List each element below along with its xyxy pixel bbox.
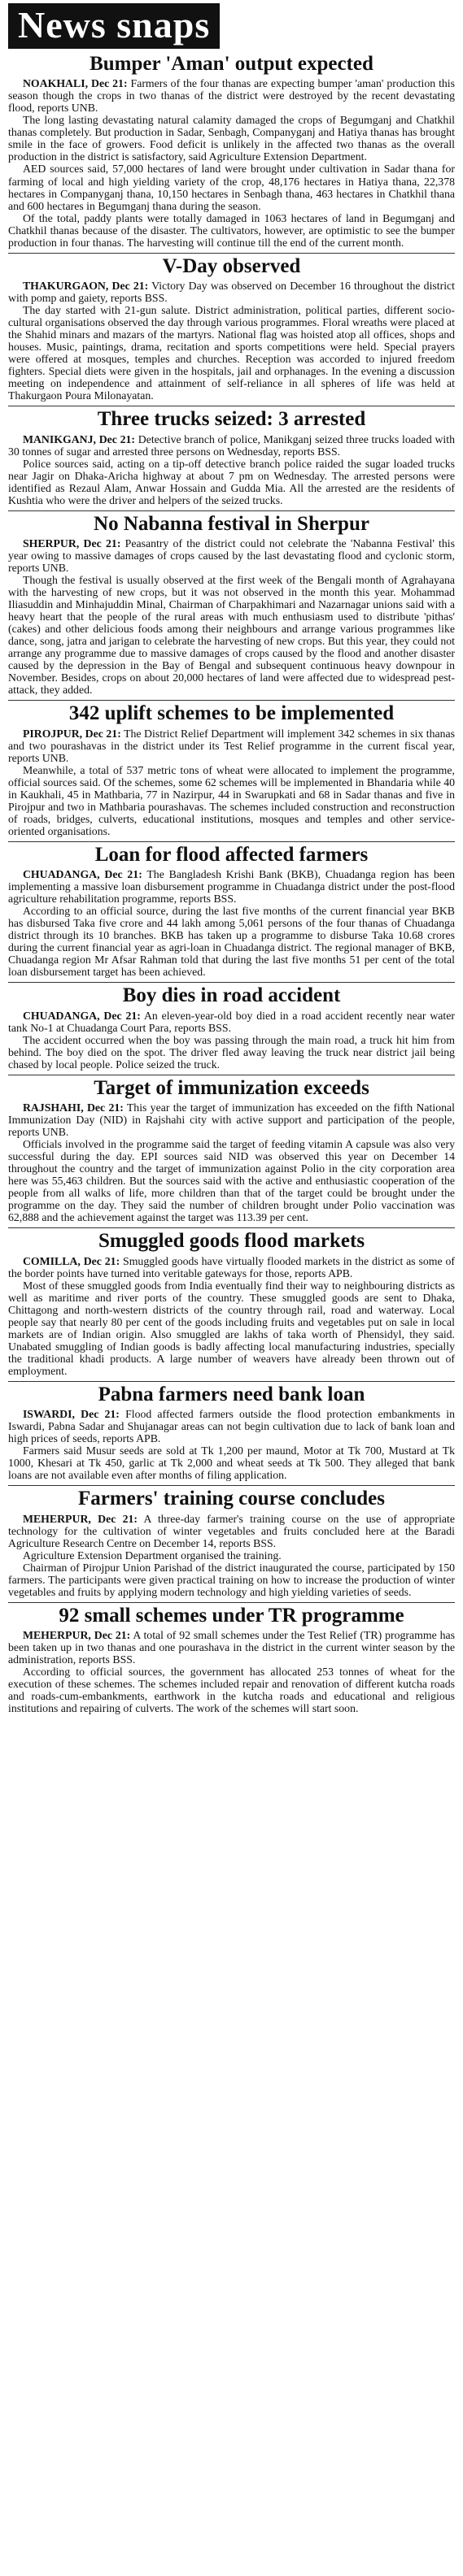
- news-article: [8, 700, 455, 837]
- news-article: [8, 406, 455, 506]
- article-divider: [8, 1602, 455, 1603]
- article-dateline: SHERPUR, Dec 21:: [22, 536, 121, 550]
- article-dateline: MEHERPUR, Dec 21:: [22, 1512, 138, 1525]
- article-divider: [8, 1227, 455, 1228]
- article-dateline: NOAKHALI, Dec 21:: [22, 77, 128, 90]
- article-paragraph-text: AED sources said, 57,000 hectares of land were brought under cultivation in Sadar thana for farming of local and high yielding variety of the crop, 48,176 hectares in Hatiya thana, 22,378 hectares in Companyganj thana, 10,150 hectares in Senbagh thana, 463 hectares in Chatkhil thana and 600 hectares in Begumganj thana during the season.: [8, 163, 455, 212]
- article-paragraph: [8, 1562, 455, 1598]
- article-paragraph: [8, 1010, 455, 1034]
- article-headline: Farmers' training course concludes: [77, 1488, 386, 1510]
- article-paragraph: [8, 163, 455, 211]
- article-paragraph: [8, 1255, 455, 1279]
- article-paragraph-text: Meanwhile, a total of 537 metric tons of wheat were allocated to implement the programme, official sources said. Of the schemes, some 62 schemes will be implemented in Bhandaria while 40 in Kaukhali, 45 in Mathbaria, 77 in Nazirpur, 44 in Swarupkati and 68 in Sadar thanas and five in Pirojpur and two in Mathbaria pourashavas. The schemes included construction and reconstruction of roads, bridges, culverts, educational institutions, mosques and temples and other service-oriented organisations.: [8, 763, 455, 837]
- news-article: [8, 1227, 455, 1377]
- article-divider: [8, 700, 455, 701]
- article-paragraph-text: According to official sources, the government has allocated 253 tonnes of wheat for the execution of these schemes. The schemes included repair and renovation of different kutcha roads and roads-cum-embankments, earthwork in the kutcha roads and educational and religious institutions and repairing of culverts. The work of the schemes will start soon.: [8, 1666, 455, 1715]
- news-article: [8, 253, 455, 402]
- article-paragraph-text: Of the total, paddy plants were totally damaged in 1063 hectares of land in Begumganj and Chatkhil thanas because of the disaster. The cultivators, however, are optimistic to see the bumper production in four thanas. The harvesting will continue till the end of the current month.: [8, 211, 455, 249]
- news-article: [8, 1602, 455, 1714]
- article-paragraph: [8, 868, 455, 905]
- article-paragraph: [8, 1408, 455, 1444]
- article-paragraph: [8, 1034, 455, 1071]
- article-headline: 92 small schemes under TR programme: [59, 1604, 404, 1627]
- article-paragraph-text: The long lasting devastating natural calamity damaged the crops of Begumganj and Chatkhil thanas completely. But production in Sadar, Senbagh, Companyganj and Hatiya thanas has brought smile in the face of growers. Food deficit is unlikely in the affected two thanas as the overall production in the district is satisfactory, said Agriculture Extension Department.: [8, 114, 455, 163]
- article-paragraph: [8, 212, 455, 249]
- article-paragraph: [8, 537, 455, 574]
- article-paragraph: [8, 574, 455, 696]
- article-dateline: CHUADANGA, Dec 21:: [22, 868, 142, 881]
- article-paragraph-text: Police sources said, acting on a tip-off detective branch police raided the sugar loaded trucks near Jagir on Dhaka-Aricha highway at about 7 pm on Wednesday. The arrested persons were identified as Rezaul Alam, Anwar Hossain and Gudda Mia. All the arrested are the residents of Kushtia who were the driver and helpers of the seized trucks.: [8, 457, 455, 506]
- article-paragraph-text: The Bangladesh Krishi Bank (BKB), Chuadanga region has been implementing a massive loan disbursement programme in Chuadanga district under the post-flood agriculture rehabilitation programme, reports BSS.: [8, 868, 455, 906]
- article-headline: Smuggled goods flood markets: [98, 1230, 365, 1253]
- article-headline: Pabna farmers need bank loan: [98, 1383, 365, 1405]
- article-paragraph-text: Farmers said Musur seeds are sold at Tk 1,200 per maund, Motor at Tk 700, Mustard at Tk 1000, Khesari at Tk 450, garlic at Tk 2,000 and wheat seeds at Tk 500. They alleged that bank loans are not available even after months of filing application.: [8, 1444, 455, 1482]
- article-paragraph-text: The District Relief Department will implement 342 schemes in six thanas and two pourashavas in the district under its Test Relief programme in the current fiscal year, reports UNB.: [8, 727, 455, 764]
- article-paragraph: [8, 433, 455, 458]
- article-paragraph-text: According to an official source, during the last five months of the current financial year BKB has disbursed Taka five crore and 44 lakh among 5,061 persons of the four thanas of Chuadanga district through its 10 branches. BKB has taken up a programme to disburse Taka 10.68 crores during the current financial year as agri-loan in Chuadanga district. The regional manager of BKB, Chuadanga region Mr Afsar Rahman told that during the last five months 51 per cent of the total loan disbursement target has been achieved.: [8, 905, 455, 979]
- article-paragraph-text: Detective branch of police, Manikganj seized three trucks loaded with 30 tonnes of sugar and arrested three persons on Wednesday, reports BSS.: [8, 432, 455, 458]
- article-paragraph: [8, 1279, 455, 1377]
- article-dateline: MEHERPUR, Dec 21:: [22, 1629, 131, 1642]
- article-headline: Three trucks seized: 3 arrested: [97, 408, 366, 431]
- news-article: [8, 982, 455, 1070]
- article-divider: [8, 1485, 455, 1486]
- article-paragraph-text: Victory Day was observed on December 16 throughout the district with pomp and gaiety, reports BSS.: [8, 279, 456, 304]
- article-paragraph: [8, 905, 455, 978]
- news-article: [8, 1381, 455, 1481]
- article-dateline: THAKURGAON, Dec 21:: [22, 279, 149, 292]
- article-paragraph-text: Smuggled goods have virtually flooded markets in the district as some of the border points have turned into veritable gateways for those, reports APB.: [8, 1254, 455, 1279]
- article-paragraph: [8, 304, 455, 402]
- article-paragraph-text: Chairman of Pirojpur Union Parishad of the district inaugurated the course, participated by 150 farmers. The participants were given practical training on how to increase the production of winter vegetables and fruits by applying modern technology and high yielding varieties of seeds.: [8, 1561, 455, 1598]
- article-divider: [8, 1381, 455, 1382]
- article-dateline: ISWARDI, Dec 21:: [22, 1408, 120, 1421]
- article-paragraph: [8, 458, 455, 506]
- article-paragraph: [8, 1549, 455, 1562]
- news-article: [8, 841, 455, 979]
- news-article: [8, 1075, 455, 1224]
- article-divider: [8, 253, 455, 254]
- article-divider: [8, 510, 455, 511]
- article-headline: Boy dies in road accident: [122, 984, 341, 1007]
- article-headline: 342 uplift schemes to be implemented: [68, 702, 395, 725]
- article-paragraph: [8, 1629, 455, 1666]
- article-paragraph-text: Though the festival is usually observed at the first week of the Bengali month of Agrahayana with the harvesting of new crops, but it was not observed in the month this year. Mohammad Iliasuddin and Minhajuddin Minal, Chairman of Charpakhimari and Nazarnagar unions said with a heavy heart that the people of the rural areas with much enthusiasm used to distribute 'pithas' (cakes) and other delicious foods among their neighbours and arrange various programmes like dance, song, jatra and jarigan to celebrate the harvesting of new crops. But this year, they could not arrange any programme due to massive damages of crops caused by the flood and another disaster caused by the depression in the Bay of Bengal and subsequent continuous heavy downpour in November. Besides, crops on about 20,000 hectares of land were affected due to widespread pest-attack, they added.: [8, 574, 455, 697]
- article-dateline: RAJSHAHI, Dec 21:: [22, 1101, 124, 1114]
- article-paragraph-text: An eleven-year-old boy died in a road accident recently near water tank No-1 at Chuadanga Court Para, reports BSS.: [8, 1009, 455, 1034]
- article-paragraph: [8, 1666, 455, 1714]
- article-paragraph: [8, 1513, 455, 1549]
- article-paragraph-text: Farmers of the four thanas are expecting bumper 'aman' production this season though the crops in two thanas of the district were destroyed by the recent devastating flood, reports UNB.: [8, 77, 456, 115]
- news-article: [8, 1485, 455, 1597]
- article-headline: Loan for flood affected farmers: [94, 843, 369, 866]
- news-article: [8, 54, 455, 249]
- article-paragraph-text: Flood affected farmers outside the flood protection embankments in Iswardi, Pabna Sadar and Shujanagar areas can not begin cultivation due to lack of bank loan and high prices of seeds, reports APB.: [8, 1408, 455, 1445]
- article-paragraph-text: Agriculture Extension Department organised the training.: [22, 1549, 282, 1562]
- article-headline: Bumper 'Aman' output expected: [90, 53, 373, 75]
- article-dateline: COMILLA, Dec 21:: [22, 1254, 120, 1267]
- article-paragraph-text: Officials involved in the programme said the target of feeding vitamin A capsule was also very successful during the day. EPI sources said NID was observed this year on December 14 throughout the country and the target of immunization against Polio in the city corporation area here was 55,463 children. But the sources said with the active and enthusiastic cooperation of the people from all walks of life, more children than that of the target could be brought under the programme on the day. They said the number of children brought under Polio vaccination was 62,888 and the achievement against the target was 113.39 per cent.: [8, 1138, 455, 1224]
- article-divider: [8, 841, 455, 842]
- article-paragraph: [8, 280, 455, 304]
- article-dateline: CHUADANGA, Dec 21:: [22, 1009, 141, 1022]
- article-paragraph-text: This year the target of immunization has exceeded on the fifth National Immunization Day (NID) in Rajshahi city with active support and participation of the people, reports UNB.: [8, 1101, 455, 1139]
- article-paragraph: [8, 1101, 455, 1138]
- article-paragraph-text: The accident occurred when the boy was passing through the main road, a truck hit him from behind. The boy died on the spot. The driver fled away leaving the truck near district jail being chased by local people. Police seized the truck.: [8, 1033, 455, 1071]
- article-paragraph: [8, 1444, 455, 1481]
- article-headline: Target of immunization exceeds: [94, 1076, 369, 1099]
- article-paragraph-text: Peasantry of the district could not celebrate the 'Nabanna Festival' this year owing to massive damages of crops caused by the last devastating flood and cyclonic storm, reports UNB.: [8, 536, 455, 574]
- article-dateline: MANIKGANJ, Dec 21:: [22, 432, 136, 445]
- articles-column: [8, 54, 455, 1714]
- article-paragraph: [8, 114, 455, 163]
- article-paragraph-text: The day started with 21-gun salute. District administration, political parties, different socio-cultural organisations observed the day through various programmes. Floral wreaths were placed at the Shahid minars and mazars of the martyrs. National flag was hoisted atop all offices, shops and houses. Music, paintings, drama, recitation and sports competitions were held. Special prayers were offered at mosques, temples and churches. Reception was accorded to injured freedom fighters. Special diets were given in the hospitals, jail and orphanages. In the evening a discussion meeting on independence and attainment of self-reliance in all spheres of life was held at Thakurgaon Poura Milonayatan.: [8, 304, 455, 402]
- article-paragraph: [8, 728, 455, 764]
- article-divider: [8, 982, 455, 983]
- news-article: [8, 510, 455, 697]
- article-paragraph: [8, 764, 455, 837]
- article-paragraph-text: A three-day farmer's training course on the use of appropriate technology for the cultivation of winter vegetables and fruits concluded here at the Baradi Agriculture Research Centre on December 14, reports BSS.: [8, 1512, 455, 1549]
- article-paragraph: [8, 77, 455, 114]
- article-headline: No Nabanna festival in Sherpur: [94, 512, 369, 535]
- article-paragraph-text: A total of 92 small schemes under the Test Relief (TR) programme has been taken up in two thanas and one pourashava in the district in the current winter season by the administration, reports BSS.: [8, 1629, 455, 1666]
- masthead: News snaps: [8, 3, 220, 49]
- article-dateline: PIROJPUR, Dec 21:: [22, 727, 121, 740]
- article-paragraph-text: Most of these smuggled goods from India eventually find their way to neighbouring districts as well as maritime and river ports of the country. These smuggled goods are sent to Dhaka, Chittagong and north-western districts of the country through rail, road and waterway. Local people say that nearly 80 per cent of the goods including fruits and vegetables put on sale in local markets are of Indian origin. Also smuggled are lakhs of taka worth of Phensidyl, they said. Unabated smuggling of Indian goods is badly affecting local manufacturing industries, specially the traditional khadi products. A large number of weavers have already been thrown out of employment.: [8, 1279, 455, 1377]
- article-paragraph: [8, 1138, 455, 1223]
- article-headline: V-Day observed: [162, 254, 301, 277]
